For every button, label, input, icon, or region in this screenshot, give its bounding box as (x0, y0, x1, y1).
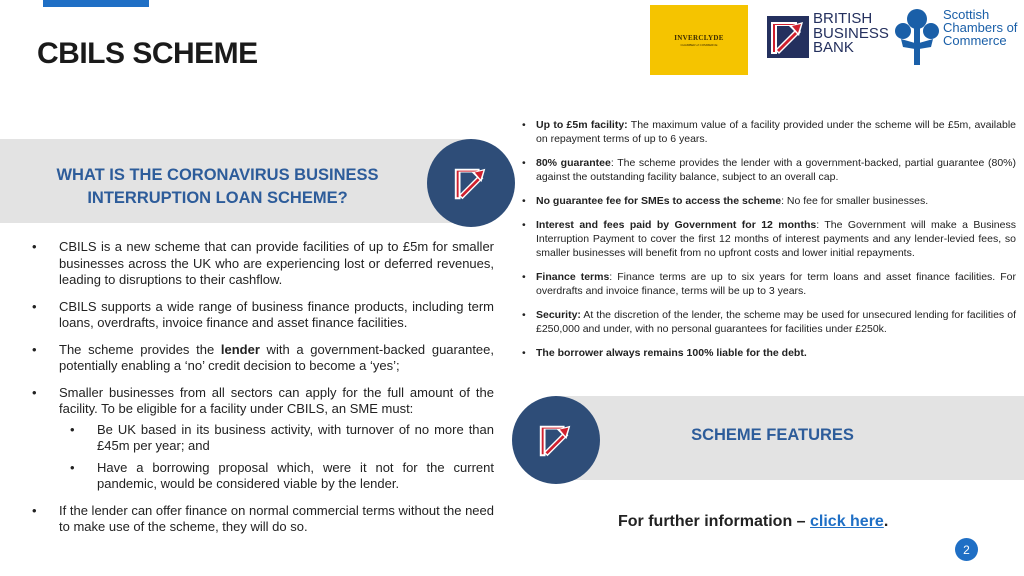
list-item-text: with a government-backed guarantee, potentially enabling a ‘no’ credit decision to become a ‘yes’; (59, 341, 495, 373)
feature-text: : The Government will make a Business Interruption Payment to cover the first 12 months of interest payments and any lender-levied fees, so smaller businesses will benefit from no upfront costs and lower initial repayments. (536, 219, 1016, 259)
click-here-link[interactable]: click here (810, 513, 884, 530)
scottish-chambers-logo (893, 5, 1023, 69)
list-item-text: The scheme provides the (59, 341, 221, 357)
feature-bold: Up to £5m facility: (536, 119, 628, 131)
scheme-features-list (522, 118, 1016, 370)
feature-bold: Security: (536, 309, 581, 321)
further-information (618, 513, 888, 531)
scc-line-3: Commerce (943, 33, 1007, 48)
top-accent-bar (43, 0, 149, 7)
eligibility-sub-list (70, 422, 494, 493)
feature-text: : Finance terms are up to six years for term loans and asset finance facilities. For overdrafts and invoice finance, terms will be up to 3 years. (536, 271, 1016, 297)
thistle-icon (893, 5, 941, 67)
feature-item (522, 194, 1016, 208)
feature-item (522, 270, 1016, 298)
list-item-bold: lender (220, 341, 260, 357)
cbils-overview-list (32, 239, 494, 546)
feature-item (522, 218, 1016, 260)
inverclyde-logo-sub: CHAMBER of COMMERCE (680, 42, 718, 47)
sub-list-item: • Have a borrowing proposal which, were it not for the current pandemic, would be considered viable by the lender. (70, 460, 494, 493)
bbb-line-1: BRITISH (813, 10, 873, 27)
page-title: CBILS SCHEME (37, 37, 258, 70)
scc-line-1: Scottish (943, 7, 990, 22)
british-business-bank-wordmark (813, 12, 889, 56)
feature-item (522, 156, 1016, 184)
list-item-text: Smaller businesses from all sectors can apply for the full amount of the facility. To be eligible for a facility under CBILS, an SME must: (59, 384, 494, 416)
feature-bold: No guarantee fee for SMEs to access the scheme (536, 195, 782, 207)
feature-bold: The borrower always remains 100% liable for the debt. (536, 347, 807, 359)
bbb-line-2: BUSINESS (813, 24, 889, 42)
list-item: • CBILS is a new scheme that can provide facilities of up to £5m for smaller businesses across the UK who are experiencing lost or deferred revenues, leading to disruptions to their cashflow. (32, 239, 494, 289)
question-heading: WHAT IS THE CORONAVIRUS BUSINESS INTERRUPTION LOAN SCHEME? (56, 166, 379, 207)
bbb-line-3: BANK (813, 39, 854, 56)
list-item (32, 342, 494, 375)
feature-bold: Finance terms (536, 271, 610, 283)
sub-list-item: • Be UK based in its business activity, with turnover of no more than £45m per year; and (70, 422, 494, 455)
feature-text: The maximum value of a facility provided under the scheme will be £5m, available on repayment terms of up to 6 years. (536, 119, 1016, 145)
british-business-bank-arrow-icon (451, 163, 491, 203)
question-band (0, 139, 470, 223)
feature-bold: Interest and fees paid by Government for 12 months (536, 219, 817, 231)
feature-item (522, 308, 1016, 336)
bbb-circle-badge (512, 396, 600, 484)
bbb-circle-badge (427, 139, 515, 227)
feature-text: : No fee for smaller businesses. (781, 195, 929, 207)
british-business-bank-arrow-icon (767, 16, 809, 58)
feature-bold: 80% guarantee (536, 157, 611, 169)
inverclyde-chamber-logo (650, 5, 748, 75)
scottish-chambers-wordmark (943, 8, 1017, 47)
feature-text: : The scheme provides the lender with a government-backed, partial guarantee (80%) against the outstanding facility balance, subject to an overall cap. (536, 157, 1016, 183)
page-number-badge: 2 (955, 538, 978, 561)
british-business-bank-arrow-icon (536, 420, 576, 460)
inverclyde-logo-name: INVERCLYDE (674, 33, 724, 42)
further-info-end: . (883, 513, 889, 530)
scheme-features-band (555, 396, 1024, 480)
scc-line-2: Chambers of (943, 20, 1018, 35)
feature-text: At the discretion of the lender, the scheme may be used for unsecured lending for facilities of £250,000 and under, with no personal guarantees for facilities under £250k. (536, 309, 1016, 335)
further-info-text: For further information – (618, 513, 810, 530)
feature-item (522, 118, 1016, 146)
list-item: • If the lender can offer finance on normal commercial terms without the need to make use of the scheme, they will do so. (32, 503, 494, 536)
feature-item (522, 346, 1016, 360)
british-business-bank-logo (767, 12, 892, 62)
list-item (32, 385, 494, 493)
scheme-features-heading: SCHEME FEATURES (691, 426, 854, 444)
list-item: • CBILS supports a wide range of business finance products, including term loans, overdrafts, invoice finance and asset finance facilities. (32, 299, 494, 332)
